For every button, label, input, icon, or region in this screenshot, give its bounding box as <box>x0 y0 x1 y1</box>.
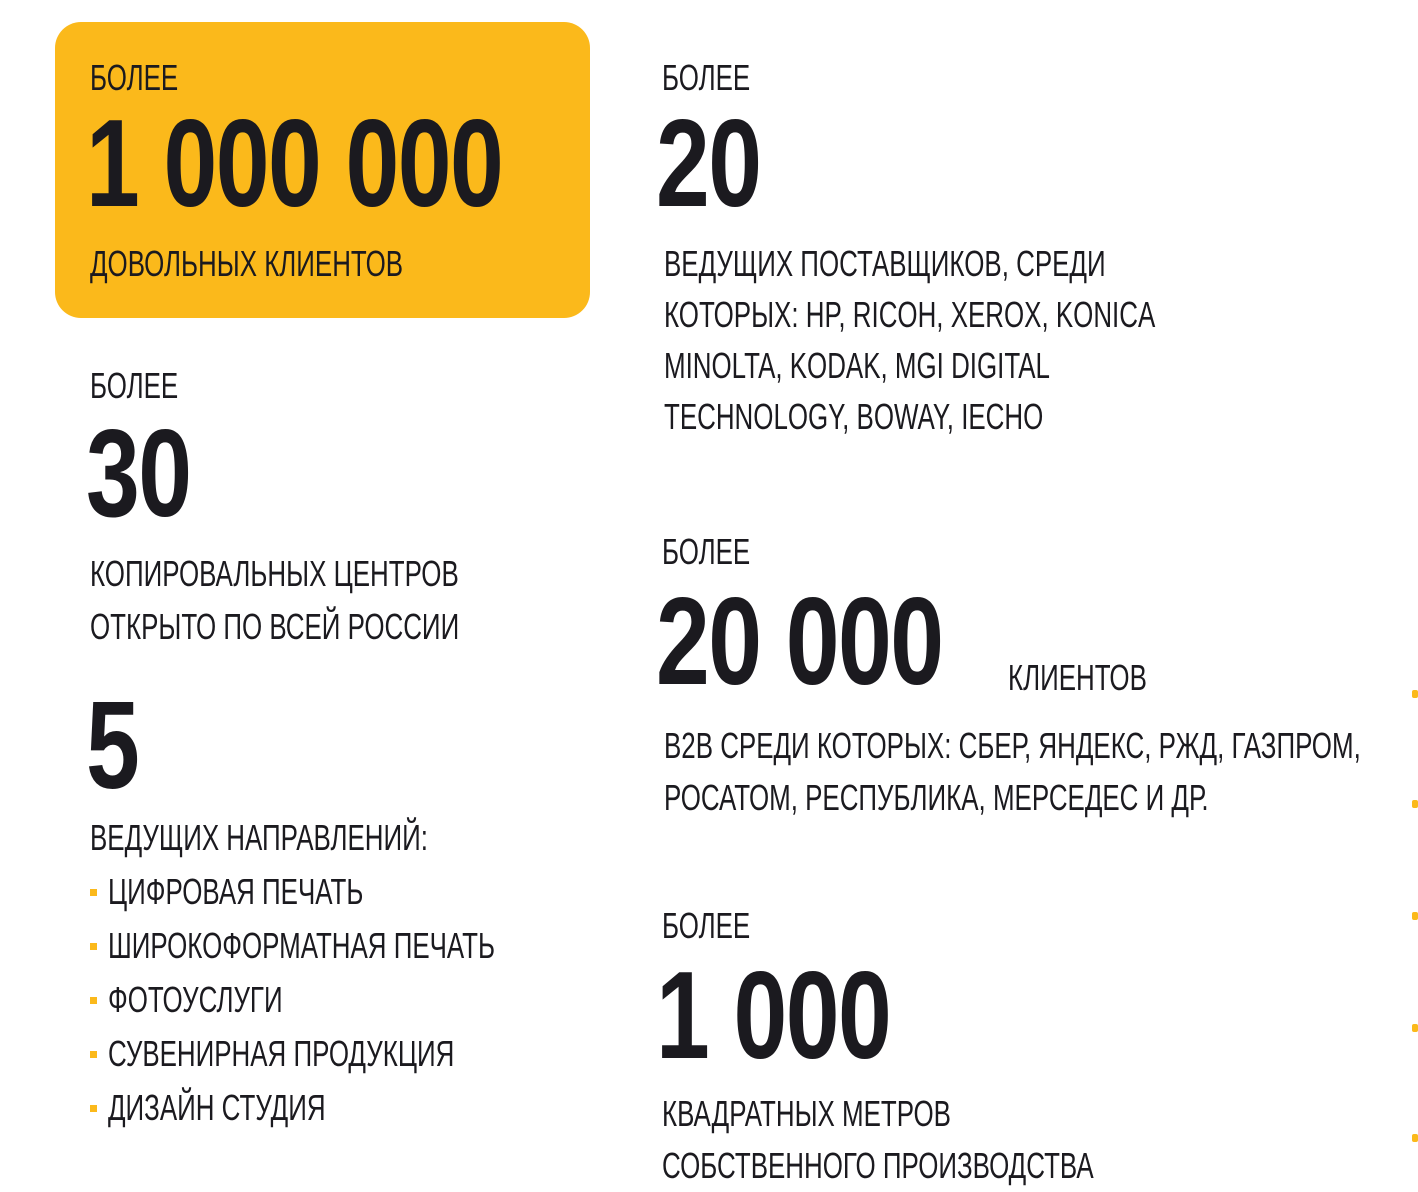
stat-caption: ВЕДУЩИХ НАПРАВЛЕНИЙ: <box>90 817 428 858</box>
stat-prefix: БОЛЕЕ <box>662 531 751 572</box>
edge-dot-icon <box>1412 800 1418 808</box>
stat-line: TECHNOLOGY, BOWAY, IECHO <box>664 396 1044 437</box>
stat-number: 5 <box>86 677 139 815</box>
list-item-label: ДИЗАЙН СТУДИЯ <box>108 1087 326 1128</box>
stat-line: КОПИРОВАЛЬНЫХ ЦЕНТРОВ <box>90 553 459 594</box>
edge-dot-icon <box>1412 912 1418 920</box>
list-item-label: ШИРОКОФОРМАТНАЯ ПЕЧАТЬ <box>108 925 496 966</box>
edge-dot-icon <box>1412 1024 1418 1032</box>
list-item-label: СУВЕНИРНАЯ ПРОДУКЦИЯ <box>108 1033 455 1074</box>
stat-number: 1 000 <box>656 947 891 1085</box>
edge-dot-icon <box>1412 690 1418 698</box>
stat-line: B2B СРЕДИ КОТОРЫХ: СБЕР, ЯНДЕКС, РЖД, ГАЗПРОМ, <box>664 725 1361 766</box>
stat-number: 20 000 <box>656 573 943 711</box>
stat-suffix: КЛИЕНТОВ <box>1008 657 1147 698</box>
list-item-label: ФОТОУСЛУГИ <box>108 979 283 1020</box>
list-item-label: ЦИФРОВАЯ ПЕЧАТЬ <box>108 871 364 912</box>
stat-prefix: БОЛЕЕ <box>662 57 751 98</box>
edge-dot-icon <box>1412 1134 1418 1142</box>
stat-prefix: БОЛЕЕ <box>90 365 179 406</box>
stat-line: СОБСТВЕННОГО ПРОИЗВОДСТВА <box>662 1145 1094 1186</box>
stat-line: ВЕДУЩИХ ПОСТАВЩИКОВ, СРЕДИ <box>664 243 1106 284</box>
stat-number: 30 <box>86 405 191 543</box>
bullet-marker-icon <box>90 997 97 1004</box>
stat-line: КВАДРАТНЫХ МЕТРОВ <box>662 1093 951 1134</box>
bullet-marker-icon <box>90 943 97 950</box>
stat-line: КОТОРЫХ: HP, RICOH, XEROX, KONICA <box>664 294 1156 335</box>
bullet-marker-icon <box>90 889 97 896</box>
stat-line: РОСАТОМ, РЕСПУБЛИКА, МЕРСЕДЕС И ДР. <box>664 777 1209 818</box>
bullet-marker-icon <box>90 1105 97 1112</box>
bullet-marker-icon <box>90 1051 97 1058</box>
stat-prefix: БОЛЕЕ <box>90 57 179 98</box>
stat-number: 20 <box>656 95 761 233</box>
stat-caption: ДОВОЛЬНЫХ КЛИЕНТОВ <box>90 243 404 284</box>
stat-line: ОТКРЫТО ПО ВСЕЙ РОССИИ <box>90 606 460 647</box>
stat-number: 1 000 000 <box>86 95 503 233</box>
stat-prefix: БОЛЕЕ <box>662 905 751 946</box>
stat-line: MINOLTA, KODAK, MGI DIGITAL <box>664 345 1050 386</box>
